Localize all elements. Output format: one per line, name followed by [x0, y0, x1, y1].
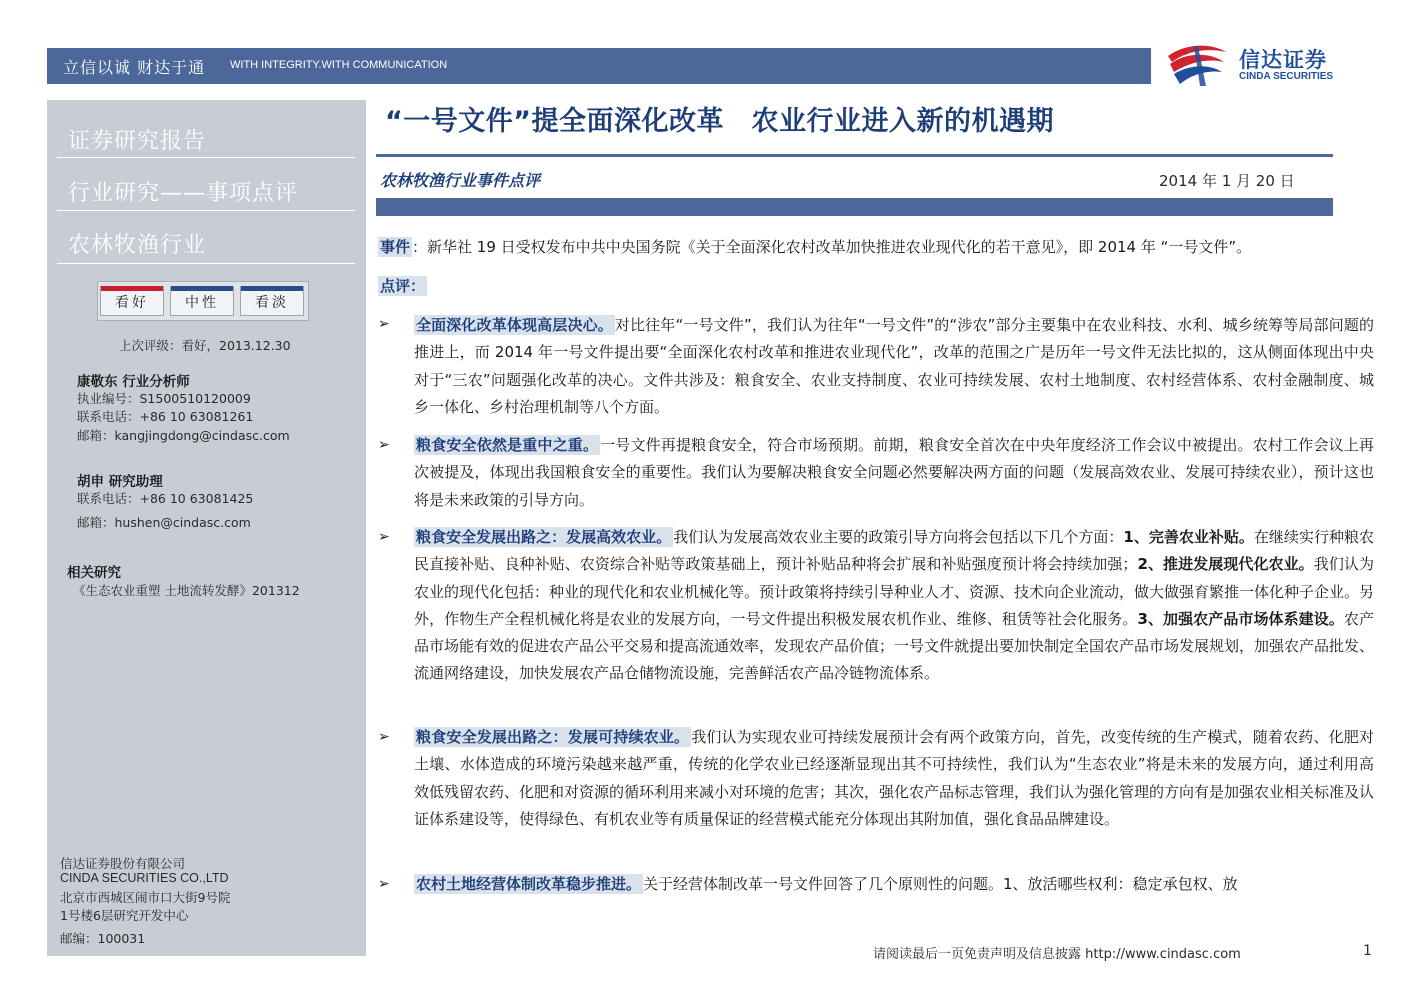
event-label: 事件 — [380, 238, 411, 256]
company-address1: 北京市西城区闹市口大街9号院 — [60, 890, 231, 905]
point-1 — [414, 312, 1374, 421]
event-paragraph — [378, 236, 1251, 257]
industry-name: 农林牧渔行业 — [68, 233, 207, 258]
point-1-heading: 全面深化改革体现高层决心。 — [416, 316, 613, 334]
sidebar — [47, 100, 366, 956]
point-3-heading: 粮食安全发展出路之：发展高效农业。 — [416, 528, 672, 546]
slogan-cn: 立信以诚 财达于通 — [63, 58, 206, 77]
rating-negative: 看淡 — [240, 286, 304, 316]
point-4-heading: 粮食安全发展出路之：发展可持续农业。 — [416, 728, 690, 746]
rating-neutral: 中性 — [170, 286, 234, 316]
point-2 — [414, 432, 1374, 514]
point-3-text-b: 在继续实行种粮农民直接补贴、良种补贴、农资综合补贴等政策基础上，预计补贴品种将会扩展和补贴强度预计将会持续加强； — [414, 528, 1374, 574]
analyst1-name: 康敬东 行业分析师 — [77, 374, 190, 390]
bullet-arrow-icon: ➢ — [378, 437, 390, 453]
slogan-en: WITH INTEGRITY.WITH COMMUNICATION — [230, 59, 448, 71]
review-label: 点评： — [380, 277, 426, 295]
company-logo — [1164, 42, 1354, 88]
sidebar-divider — [57, 157, 355, 158]
report-date: 2014 年 1 月 20 日 — [1159, 172, 1295, 190]
logo-text-cn: 信达证券 — [1239, 48, 1327, 72]
event-text: ：新华社 19 日受权发布中共中央国务院《关于全面深化农村改革加快推进农业现代化的若干意见》，即 2014 年 “一号文件”。 — [412, 238, 1252, 256]
analyst2-email[interactable]: 邮箱：hushen@cindasc.com — [77, 515, 251, 530]
company-name-cn: 信达证券股份有限公司 — [60, 856, 186, 871]
report-title: “一号文件”提全面深化改革 农业行业进入新的机遇期 — [385, 106, 1054, 137]
review-heading — [378, 275, 427, 296]
point-3-sub-2: 2、推进发展现代化农业。 — [1137, 555, 1314, 574]
analyst2-name: 胡申 研究助理 — [77, 474, 163, 490]
rating-selector — [97, 281, 309, 321]
sidebar-divider — [57, 210, 355, 211]
logo-text-en: CINDA SECURITIES — [1239, 71, 1334, 82]
rating-selected-marker — [101, 286, 163, 291]
bullet-arrow-icon: ➢ — [378, 876, 390, 892]
point-5-heading: 农村土地经营体制改革稳步推进。 — [416, 875, 642, 893]
point-3-sub-3: 3、加强农产品市场体系建设。 — [1137, 609, 1344, 628]
related-research-title: 相关研究 — [67, 565, 121, 581]
point-2-heading: 粮食安全依然是重中之重。 — [416, 436, 599, 454]
point-5-text: 关于经营体制改革一号文件回答了几个原则性的问题。1、放活哪些权利：稳定承包权、放 — [643, 875, 1238, 893]
top-banner — [47, 48, 1151, 84]
last-rating: 上次评级：看好，2013.12.30 — [119, 338, 291, 353]
title-divider — [376, 154, 1333, 157]
logo-swoosh-icon — [1164, 42, 1230, 88]
company-name-en: CINDA SECURITIES CO.,LTD — [60, 871, 229, 885]
report-type: 证券研究报告 — [68, 129, 207, 154]
bullet-arrow-icon: ➢ — [378, 529, 390, 545]
point-3-sub-1: 1、完善农业补贴。 — [1123, 528, 1254, 546]
sidebar-divider — [57, 263, 355, 264]
point-2-text: 一号文件再提粮食安全，符合市场预期。前期，粮食安全首次在中央年度经济工作会议中被提出。农村工作会议上再次被提及，体现出我国粮食安全的重要性。我们认为要解决粮食安全问题必然要解决两方面的问题（发展高效农业、发展可持续农业），预计这也将是未来政策的引导方向。 — [414, 436, 1374, 509]
point-1-text: 对比往年“一号文件”，我们认为往年“一号文件”的“涉农”部分主要集中在农业科技、水利、城乡统筹等局部问题的推进上，而 2014 年一号文件提出要“全面深化农村改革和推进农业现代化”，改革的范围之广是历年一号文件无法比拟的，这从侧面体现出中央对于“三农”问题强化改革的决心。文件共涉及：粮食安全、农业支持制度、农业可持续发展、农村土地制度、农村经营体系、农村金融制度、城乡一体化、乡村治理机制等八个方面。 — [414, 316, 1374, 416]
report-subtitle: 农林牧渔行业事件点评 — [380, 171, 541, 190]
rating-positive: 看好 — [100, 286, 164, 316]
point-3 — [414, 524, 1374, 688]
analyst1-email[interactable]: 邮箱：kangjingdong@cindasc.com — [77, 428, 290, 443]
point-3-text-a: 我们认为发展高效农业主要的政策引导方向将会包括以下几个方面： — [673, 528, 1124, 546]
page-number: 1 — [1363, 943, 1372, 959]
company-address2: 1号楼6层研究开发中心 — [60, 908, 189, 923]
related-research-item[interactable]: 《生态农业重塑 土地流转发酵》201312 — [73, 583, 300, 598]
point-4 — [414, 724, 1374, 833]
analyst1-license: 执业编号：S1500510120009 — [77, 391, 251, 406]
footer-disclaimer[interactable]: 请阅读最后一页免责声明及信息披露 http://www.cindasc.com — [873, 947, 1241, 962]
bullet-arrow-icon: ➢ — [378, 316, 390, 332]
point-3-text-d: 农产品市场能有效的促进农产品公平交易和提高流通效率，发现农产品价值；一号文件就提出要加快制定全国农产品市场发展规划，加强农产品批发、流通网络建设，加快发展农产品仓储物流设施，完善鲜活农产品冷链物流体系。 — [414, 609, 1375, 683]
point-4-text: 我们认为实现农业可持续发展预计会有两个政策方向，首先，改变传统的生产模式，随着农药、化肥对土壤、水体造成的环境污染越来越严重，传统的化学农业已经逐渐显现出其不可持续性，我们认为“生态农业”将是未来的发展方向，通过利用高效低残留农药、化肥和对资源的循环利用来减小对环境的危害；其次，强化农产品标志管理，我们认为强化管理的方向有是加强农业相关标准及认证体系建设等，使得绿色、有机农业等有质量保证的经营模式能充分体现出其附加值，强化食品品牌建设。 — [414, 728, 1375, 828]
analyst1-phone: 联系电话：+86 10 63081261 — [77, 409, 254, 424]
point-5 — [414, 871, 1374, 899]
company-postcode: 邮编：100031 — [60, 931, 146, 946]
bullet-arrow-icon: ➢ — [378, 729, 390, 745]
point-3-text-c: 我们认为农业的现代化包括：种业的现代化和农业机械化等。预计政策将持续引导种业人才、资源、技术向企业流动，做大做强育繁推一体化种子企业。另外，作物生产全程机械化将是农业的发展方向，一号文件提出积极发展农机作业、维修、租赁等社会化服务。 — [414, 555, 1375, 628]
report-category: 行业研究——事项点评 — [68, 181, 299, 206]
header-bar — [376, 198, 1333, 216]
analyst2-phone: 联系电话：+86 10 63081425 — [77, 491, 254, 506]
